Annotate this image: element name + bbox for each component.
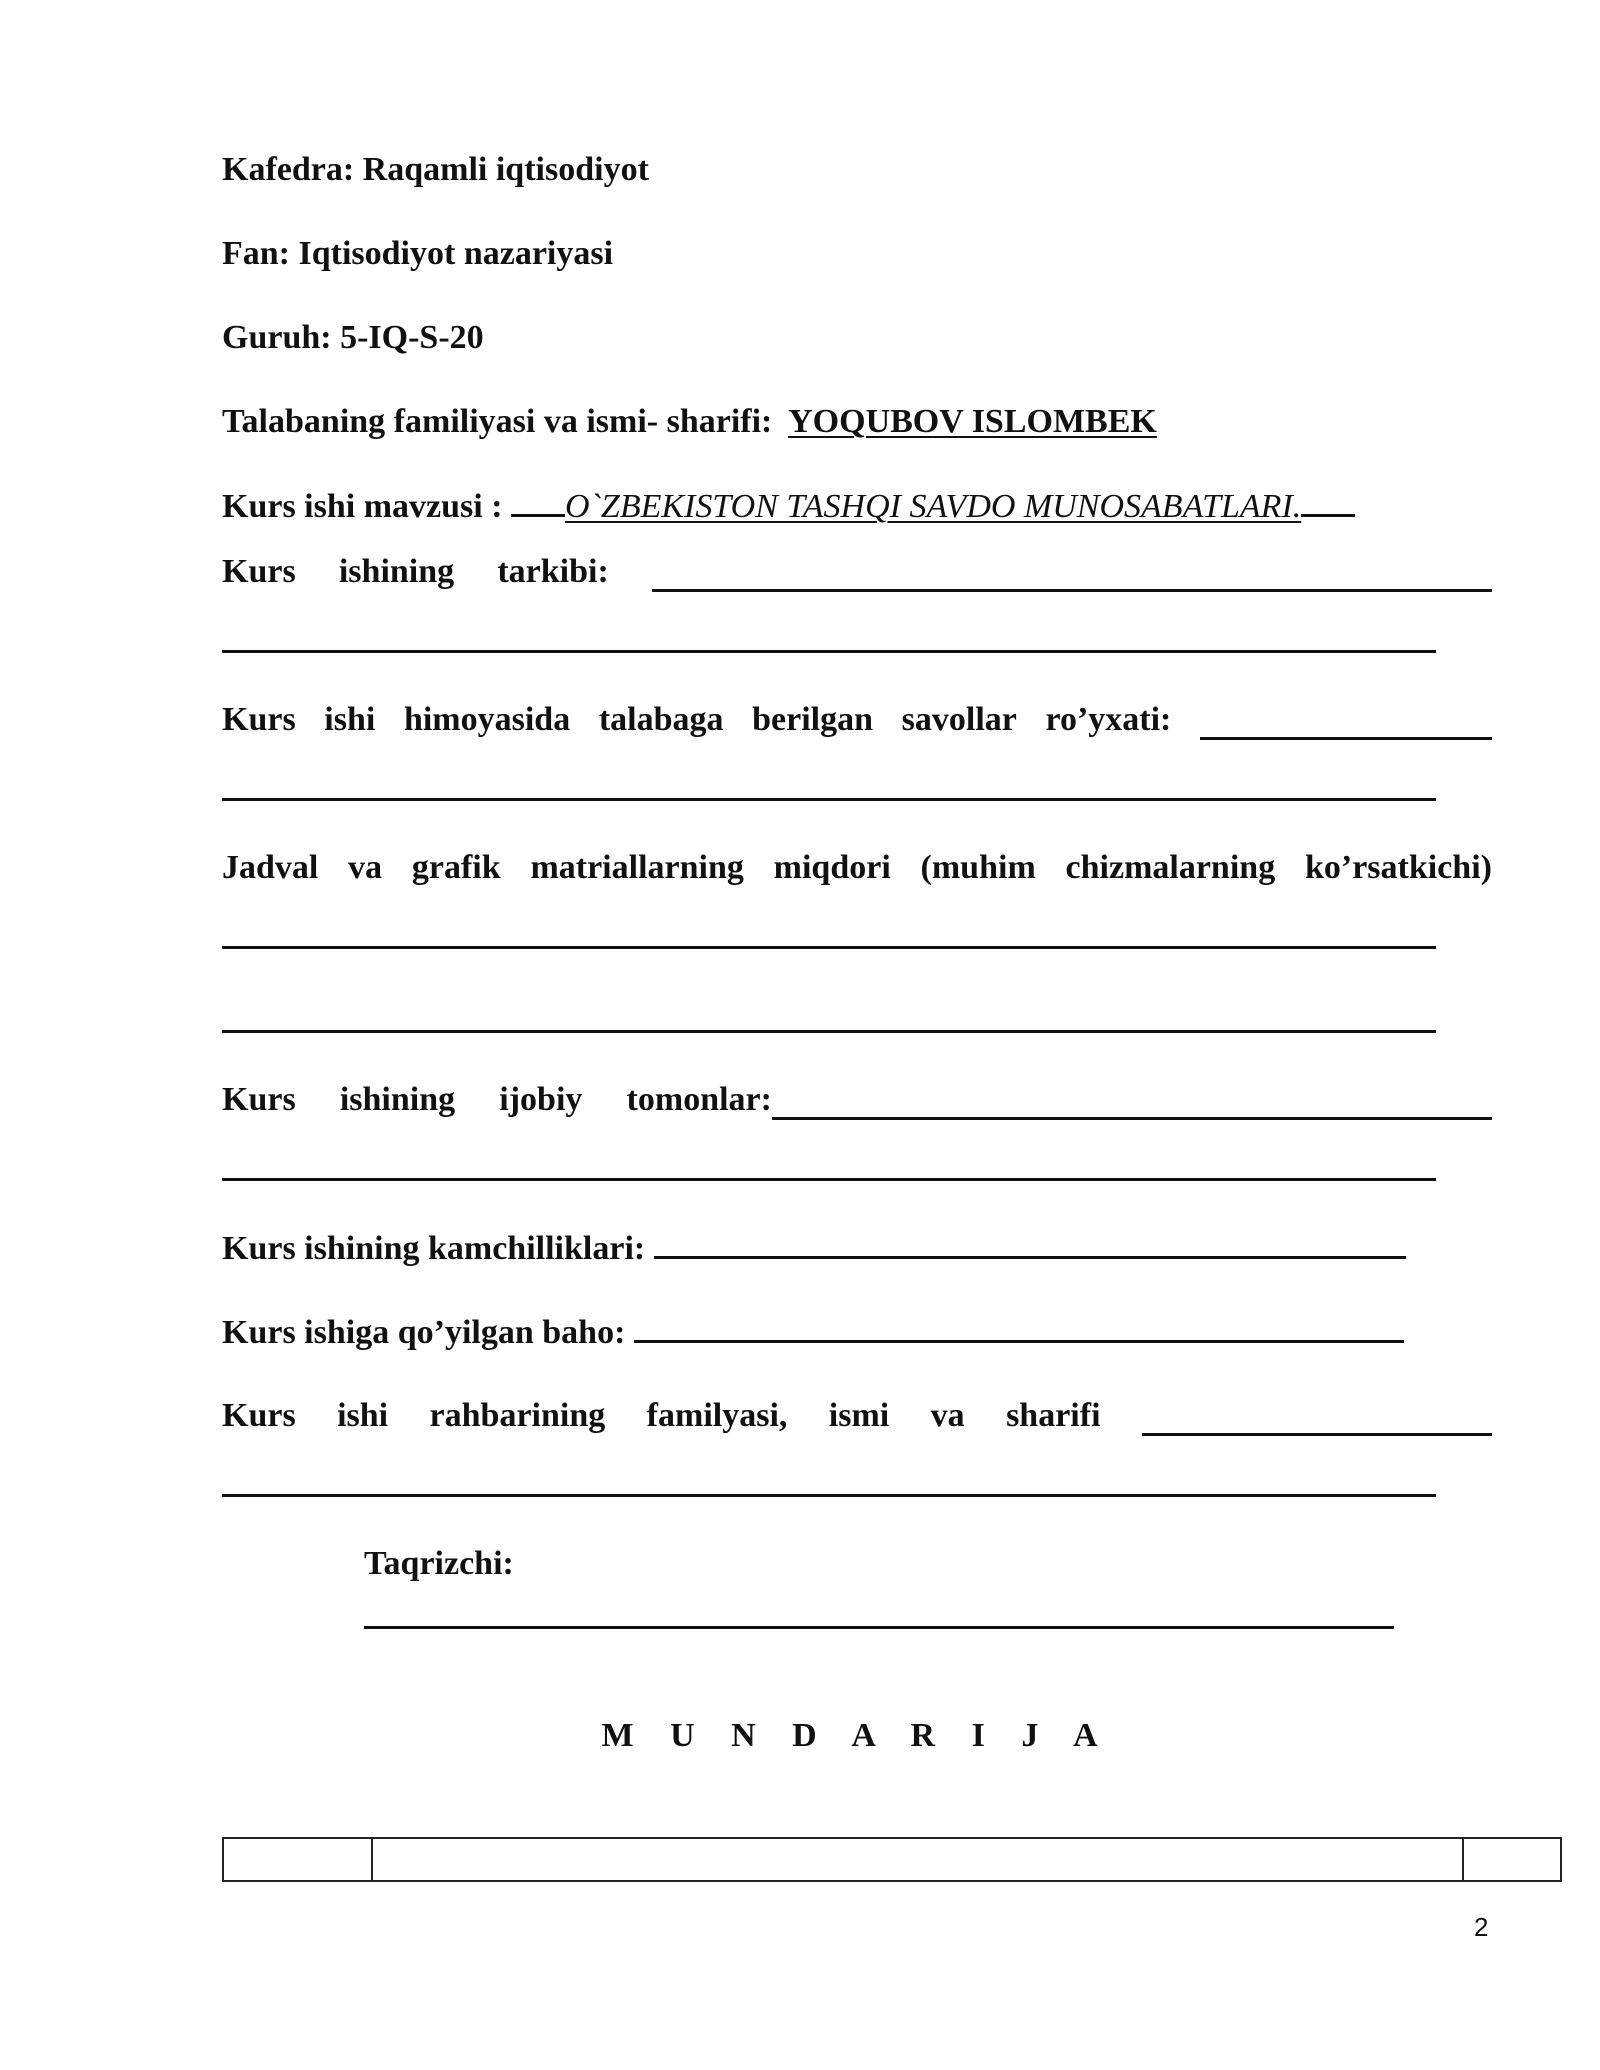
baho-line xyxy=(222,1312,1404,1353)
rahbar-word: Kurs xyxy=(222,1397,296,1434)
baho-blank xyxy=(634,1312,1404,1343)
savollar-line xyxy=(222,700,1492,740)
jadval-word: va xyxy=(348,849,383,886)
student-label: Talabaning familiyasi va ismi- sharifi: xyxy=(222,403,773,440)
taqrizchi-label: Taqrizchi: xyxy=(364,1545,514,1582)
rahbar-word: va xyxy=(930,1397,965,1434)
savollar-rule xyxy=(222,798,1436,801)
jadval-rule-2 xyxy=(222,1030,1436,1033)
tarkibi-line xyxy=(222,552,1492,592)
rahbar-blank xyxy=(1142,1405,1492,1436)
topic-blank-left xyxy=(511,486,565,517)
savollar-word: Kurs xyxy=(222,701,296,738)
guruh-line: Guruh: 5-IQ-S-20 xyxy=(222,319,484,356)
ijobiy-word: tomonlar: xyxy=(626,1081,772,1118)
jadval-line xyxy=(222,848,1492,888)
ijobiy-word: ijobiy xyxy=(499,1081,583,1118)
topic-line xyxy=(222,486,1355,527)
savollar-word: ishi xyxy=(324,701,376,738)
tarkibi-blank xyxy=(652,561,1492,592)
tarkibi-rule xyxy=(222,650,1436,653)
rahbar-word: ismi xyxy=(828,1397,890,1434)
ijobiy-word: ishining xyxy=(339,1081,456,1118)
jadval-rule-1 xyxy=(222,946,1436,949)
topic-blank-right xyxy=(1301,486,1355,517)
ijobiy-blank xyxy=(772,1089,1492,1120)
tarkibi-word: tarkibi: xyxy=(497,553,609,590)
jadval-word: matriallarning xyxy=(530,849,744,886)
fan-line: Fan: Iqtisodiyot nazariyasi xyxy=(222,235,614,272)
savollar-word: himoyasida xyxy=(403,701,571,738)
kamchiliklar-label: Kurs ishining kamchilliklari: xyxy=(222,1230,646,1267)
tarkibi-word: Kurs xyxy=(222,553,296,590)
savollar-blank xyxy=(1200,709,1492,740)
rahbar-line xyxy=(222,1396,1492,1436)
student-name-line xyxy=(222,402,1157,442)
savollar-word: savollar xyxy=(901,701,1017,738)
baho-label: Kurs ishiga qo’yilgan baho: xyxy=(222,1314,626,1351)
page-number: 2 xyxy=(1474,1912,1489,1942)
jadval-word: Jadval xyxy=(222,849,319,886)
jadval-word: ko’rsatkichi) xyxy=(1304,849,1492,886)
savollar-word: berilgan xyxy=(752,701,874,738)
ijobiy-word: Kurs xyxy=(222,1081,296,1118)
jadval-word: chizmalarning xyxy=(1065,849,1276,886)
table-row xyxy=(223,1838,1561,1881)
ijobiy-rule xyxy=(222,1178,1436,1181)
rahbar-word: rahbarining xyxy=(429,1397,606,1434)
table-cell-number xyxy=(223,1838,372,1881)
rahbar-word: ishi xyxy=(337,1397,389,1434)
table-cell-section xyxy=(372,1838,1463,1881)
ijobiy-line xyxy=(222,1080,1492,1120)
rahbar-word: sharifi xyxy=(1006,1397,1101,1434)
rahbar-word: familyasi, xyxy=(646,1397,788,1434)
table-cell-page xyxy=(1463,1838,1561,1881)
contents-table xyxy=(222,1837,1562,1882)
savollar-word: talabaga xyxy=(598,701,724,738)
jadval-word: (muhim xyxy=(920,849,1036,886)
student-name: YOQUBOV ISLOMBEK xyxy=(788,403,1157,440)
kafedra-line: Kafedra: Raqamli iqtisodiyot xyxy=(222,151,649,188)
savollar-word: ro’yxati: xyxy=(1045,701,1172,738)
tarkibi-word: ishining xyxy=(338,553,455,590)
rahbar-rule xyxy=(222,1494,1436,1497)
topic-label: Kurs ishi mavzusi : xyxy=(222,488,503,525)
kamchiliklar-line xyxy=(222,1228,1406,1269)
taqrizchi-rule xyxy=(364,1626,1394,1629)
ijobiy-tail xyxy=(627,1080,1492,1120)
topic-value: O`ZBEKISTON TASHQI SAVDO MUNOSABATLARI. xyxy=(565,488,1302,525)
jadval-word: grafik xyxy=(411,849,501,886)
jadval-word: miqdori xyxy=(773,849,891,886)
kamchiliklar-blank xyxy=(654,1228,1406,1259)
contents-title: M U N D A R I J A xyxy=(601,1717,1112,1754)
